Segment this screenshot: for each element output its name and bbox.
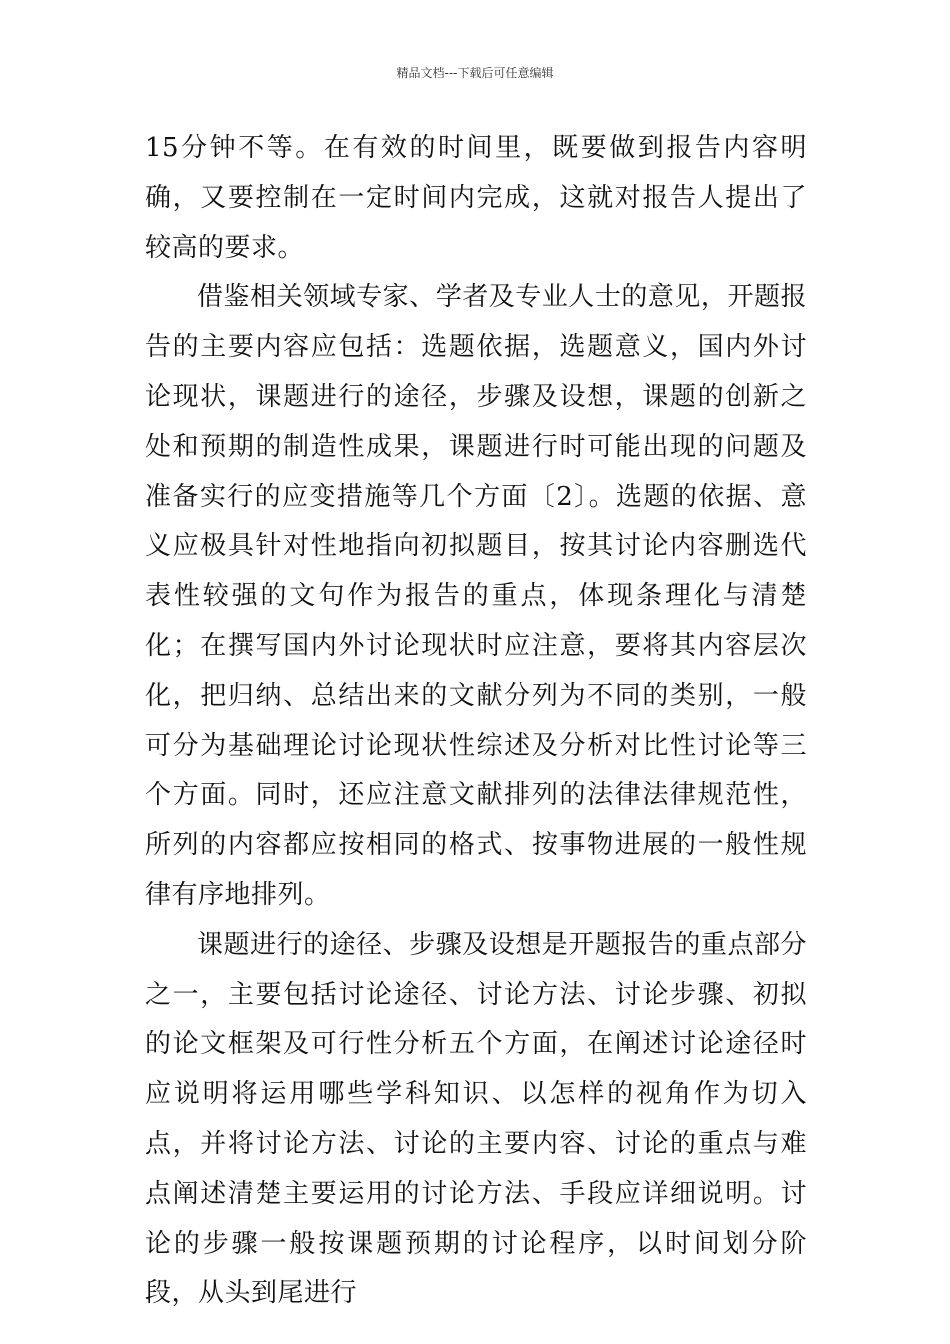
page-header: 精品文档---下载后可任意编辑 [396,66,554,80]
paragraph-3: 课题进行的途径、步骤及设想是开题报告的重点部分之一，主要包括讨论途径、讨论方法、讨论步骤、初拟的论文框架及可行性分析五个方面，在阐述讨论途径时应说明将运用哪些学科知识、以怎样的视角作为切入点，并将讨论方法、讨论的主要内容、讨论的重点与难点阐述清楚主要运用的讨论方法、手段应详细说明。讨论的步骤一般按课题预期的讨论程序，以时间划分阶段，从头到尾进行 [145,929,807,1309]
paragraph-1: 15分钟不等。在有效的时间里，既要做到报告内容明确，又要控制在一定时间内完成，这就对报告人提出了较高的要求。 [145,133,807,263]
paragraph-2: 借鉴相关领域专家、学者及专业人士的意见，开题报告的主要内容应包括：选题依据，选题意义，国内外讨论现状，课题进行的途径，步骤及设想，课题的创新之处和预期的制造性成果，课题进行时可能出现的问题及准备实行的应变措施等几个方面〔2〕。选题的依据、意义应极具针对性地指向初拟题目，按其讨论内容删选代表性较强的文句作为报告的重点，体现条理化与清楚化；在撰写国内外讨论现状时应注意，要将其内容层次化，把归纳、总结出来的文献分列为不同的类别，一般可分为基础理论讨论现状性综述及分析对比性讨论等三个方面。同时，还应注意文献排列的法律法律规范性，所列的内容都应按相同的格式、按事物进展的一般性规律有序地排列。 [145,282,807,910]
document-body [145,124,807,1319]
